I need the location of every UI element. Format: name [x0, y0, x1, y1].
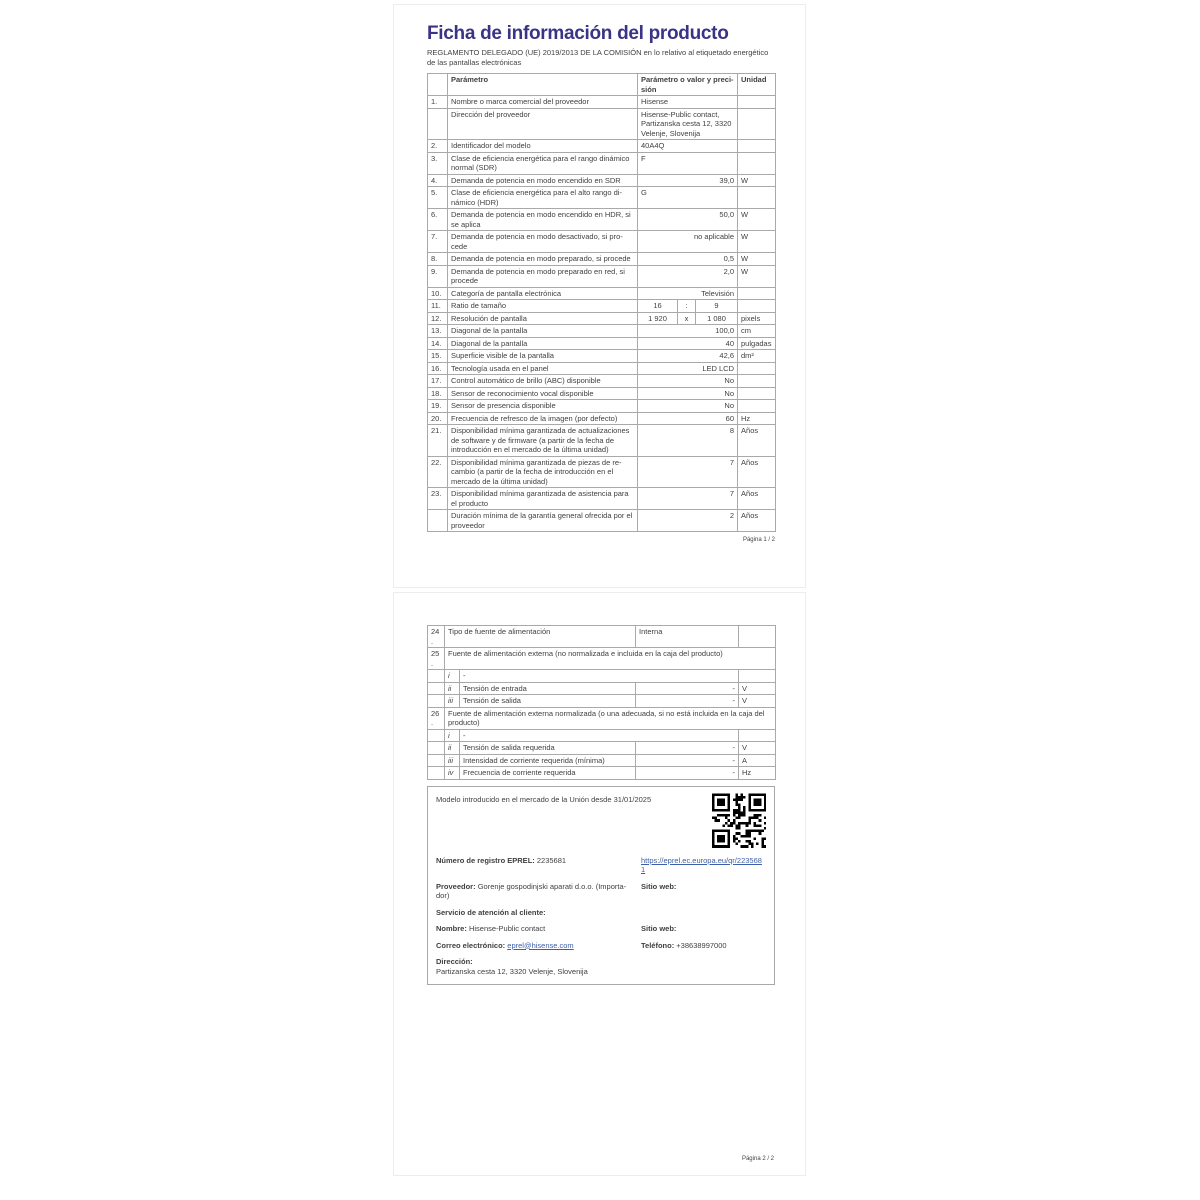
table-row — [428, 337, 776, 350]
cell-unit — [738, 287, 776, 300]
cell-parameter: Frecuencia de refresco de la imagen (por defecto) — [448, 412, 638, 425]
cell-value: No — [638, 387, 738, 400]
header-value: Parámetro o valor y precisión — [638, 74, 738, 96]
address-value: Partizanska cesta 12, 3320 Velenje, Slovenija — [436, 966, 588, 976]
cell-number: 24. — [428, 626, 445, 648]
table-row — [428, 400, 776, 413]
cell-unit — [738, 362, 776, 375]
supplier-row — [436, 882, 766, 901]
cell-parameter: Ratio de tamaño — [448, 300, 638, 313]
cell-value: 7 — [638, 488, 738, 510]
regulation-subtitle: REGLAMENTO DELEGADO (UE) 2019/2013 DE LA COMISIÓN en lo relativo al etiquetado energético de las pantallas electrónicas — [427, 48, 769, 67]
customer-service-heading: Servicio de atención al cliente: — [436, 907, 546, 917]
eprel-number: Número de registro EPREL: 2235681 — [436, 855, 567, 865]
table-row — [428, 682, 776, 695]
cell-unit: Hz — [739, 767, 776, 780]
cell-unit: A — [739, 754, 776, 767]
page-title: Ficha de información del producto — [427, 23, 729, 44]
table-row — [428, 754, 776, 767]
cell-roman: iii — [445, 754, 460, 767]
cell-value: F — [638, 152, 738, 174]
cell-parameter: Diagonal de la pantalla — [448, 325, 638, 338]
cell-number: 20. — [428, 412, 448, 425]
table-row — [428, 287, 776, 300]
cell-value: 39,0 — [638, 174, 738, 187]
table-row — [428, 187, 776, 209]
cell-value-b: 9 — [696, 300, 738, 313]
email-link[interactable]: eprel@hisense.com — [507, 940, 574, 950]
cell-unit: cm — [738, 325, 776, 338]
cell-parameter: Tensión de salida requerida — [460, 742, 636, 755]
contact-name-row — [436, 924, 766, 934]
product-parameters-table-page2 — [427, 625, 776, 780]
table-row — [428, 140, 776, 153]
cell-value: 2 — [638, 510, 738, 532]
cell-unit: W — [738, 174, 776, 187]
cell-value: Hisense — [638, 96, 738, 109]
table-row — [428, 362, 776, 375]
cell-number: 9. — [428, 265, 448, 287]
table-row — [428, 253, 776, 266]
cell-value: no aplicable — [638, 231, 738, 253]
cell-unit: Años — [738, 456, 776, 488]
cell-value-sep: : — [678, 300, 696, 313]
eprel-registration-row — [436, 856, 766, 875]
cell-parameter-span: Fuente de alimentación externa normalizada (o una adecuada, si no está incluida en la caja del producto) — [445, 707, 776, 729]
table-row — [428, 108, 776, 140]
table-row — [428, 648, 776, 670]
cell-roman: iv — [445, 767, 460, 780]
table-header-row — [428, 74, 776, 96]
table-row — [428, 375, 776, 388]
eprel-info-box — [427, 786, 775, 986]
cell-roman: iii — [445, 695, 460, 708]
table-row — [428, 96, 776, 109]
cell-roman: i — [445, 729, 460, 742]
contact-email: Correo electrónico: eprel@hisense.com — [436, 940, 574, 950]
table-row — [428, 626, 776, 648]
cell-number: 7. — [428, 231, 448, 253]
table-row — [428, 300, 776, 313]
cell-value: LED LCD — [638, 362, 738, 375]
cell-number: 17. — [428, 375, 448, 388]
cell-value-a: 16 — [638, 300, 678, 313]
cell-unit — [738, 140, 776, 153]
cell-value: 8 — [638, 425, 738, 457]
cell-number: 3. — [428, 152, 448, 174]
cell-number: 18. — [428, 387, 448, 400]
cell-value: 60 — [638, 412, 738, 425]
cell-number: 12. — [428, 312, 448, 325]
table-row — [428, 767, 776, 780]
cell-parameter: Frecuencia de corriente requerida — [460, 767, 636, 780]
cell-parameter: Identificador del modelo — [448, 140, 638, 153]
contact-email-row — [436, 941, 766, 951]
cell-value: 40 — [638, 337, 738, 350]
contact-website-label: Sitio web: — [641, 924, 677, 933]
table-row — [428, 325, 776, 338]
cell-value: 50,0 — [638, 209, 738, 231]
cell-parameter-span: Fuente de alimentación externa (no normalizada e incluida en la caja del producto) — [445, 648, 776, 670]
cell-number: 22. — [428, 456, 448, 488]
cell-parameter: Duración mínima de la garantía general ofrecida por el proveedor — [448, 510, 638, 532]
cell-number: 5. — [428, 187, 448, 209]
table-row — [428, 456, 776, 488]
market-entry-text: Modelo introducido en el mercado de la Unión desde 31/01/2025 — [436, 794, 652, 804]
cell-unit: Años — [738, 488, 776, 510]
cell-unit — [738, 108, 776, 140]
cell-number: 13. — [428, 325, 448, 338]
table-row — [428, 742, 776, 755]
cell-parameter: Categoría de pantalla electrónica — [448, 287, 638, 300]
cell-unit: W — [738, 209, 776, 231]
page-2-footer: Página 2 / 2 — [741, 1156, 774, 1162]
cell-parameter: Tensión de salida — [460, 695, 636, 708]
cell-unit — [738, 187, 776, 209]
cell-roman: i — [445, 670, 460, 683]
cell-unit: Años — [738, 425, 776, 457]
header-unit: Unidad — [738, 74, 776, 96]
cell-value: 2,0 — [638, 265, 738, 287]
cell-number: 23. — [428, 488, 448, 510]
cell-parameter: Disponibilidad mínima garantizada de piezas de recambio (a partir de la fecha de introducción en el mercado de la última unidad) — [448, 456, 638, 488]
table-row — [428, 152, 776, 174]
table-row — [428, 729, 776, 742]
eprel-link[interactable]: https://eprel.ec.europa.eu/qr/2235681 — [641, 855, 762, 874]
cell-value: - — [636, 695, 739, 708]
table-row — [428, 695, 776, 708]
cell-unit: W — [738, 231, 776, 253]
address-block — [436, 957, 766, 976]
cell-value: Interna — [636, 626, 739, 648]
cell-parameter: Clase de eficiencia energética para el alto rango dinámico (HDR) — [448, 187, 638, 209]
qr-code — [712, 793, 767, 848]
cell-parameter: Demanda de potencia en modo encendido en HDR, si se aplica — [448, 209, 638, 231]
cell-value: 42,6 — [638, 350, 738, 363]
table-row — [428, 350, 776, 363]
table-row — [428, 412, 776, 425]
header-number — [428, 74, 448, 96]
table-row — [428, 510, 776, 532]
cell-unit — [738, 400, 776, 413]
table-row — [428, 174, 776, 187]
cell-unit — [738, 152, 776, 174]
cell-number — [428, 729, 445, 742]
cell-unit: V — [739, 695, 776, 708]
cell-value: 100,0 — [638, 325, 738, 338]
table-row — [428, 670, 776, 683]
header-parameter: Parámetro — [448, 74, 638, 96]
eprel-link-wrap — [641, 856, 766, 875]
cell-number: 15. — [428, 350, 448, 363]
cell-value-b: 1 080 — [696, 312, 738, 325]
cell-unit: W — [738, 253, 776, 266]
cell-number: 11. — [428, 300, 448, 313]
cell-parameter: Demanda de potencia en modo desactivado, si procede — [448, 231, 638, 253]
cell-value: 40A4Q — [638, 140, 738, 153]
cell-number: 21. — [428, 425, 448, 457]
cell-value: Televisión — [638, 287, 738, 300]
contact-name: Nombre: Hisense-Public contact — [436, 924, 546, 933]
cell-parameter: Tipo de fuente de alimentación — [445, 626, 636, 648]
cell-value: - — [460, 729, 739, 742]
table-row — [428, 312, 776, 325]
cell-unit — [738, 96, 776, 109]
cell-number — [428, 510, 448, 532]
cell-parameter: Tecnología usada en el panel — [448, 362, 638, 375]
cell-parameter: Disponibilidad mínima garantizada de asistencia para el producto — [448, 488, 638, 510]
cell-unit: Hz — [738, 412, 776, 425]
cell-number — [428, 742, 445, 755]
cell-parameter: Dirección del proveedor — [448, 108, 638, 140]
cell-parameter: Sensor de reconocimiento vocal disponible — [448, 387, 638, 400]
cell-value: 0,5 — [638, 253, 738, 266]
cell-unit: Años — [738, 510, 776, 532]
cell-unit: pixels — [738, 312, 776, 325]
cell-unit — [738, 387, 776, 400]
cell-value-sep: x — [678, 312, 696, 325]
cell-parameter: Sensor de presencia disponible — [448, 400, 638, 413]
cell-parameter: Superficie visible de la pantalla — [448, 350, 638, 363]
cell-value: - — [636, 682, 739, 695]
cell-unit — [738, 300, 776, 313]
cell-unit — [739, 670, 776, 683]
cell-value: - — [636, 767, 739, 780]
cell-parameter: Intensidad de corriente requerida (mínima) — [460, 754, 636, 767]
cell-parameter: Control automático de brillo (ABC) disponible — [448, 375, 638, 388]
cell-parameter: Demanda de potencia en modo preparado en red, si procede — [448, 265, 638, 287]
cell-value: Hisense-Public contact, Partizanska cesta 12, 3320 Velenje, Slovenija — [638, 108, 738, 140]
cell-number: 4. — [428, 174, 448, 187]
cell-value-a: 1 920 — [638, 312, 678, 325]
cell-number — [428, 108, 448, 140]
cell-parameter: Demanda de potencia en modo encendido en SDR — [448, 174, 638, 187]
cell-number — [428, 670, 445, 683]
cell-unit: V — [739, 742, 776, 755]
table-row — [428, 265, 776, 287]
page-2 — [393, 592, 806, 1176]
cell-number: 14. — [428, 337, 448, 350]
cell-number: 10. — [428, 287, 448, 300]
cell-value: No — [638, 400, 738, 413]
cell-number: 16. — [428, 362, 448, 375]
supplier-website-label: Sitio web: — [641, 881, 677, 891]
cell-number: 26. — [428, 707, 445, 729]
cell-number — [428, 695, 445, 708]
cell-unit: dm² — [738, 350, 776, 363]
table-row — [428, 387, 776, 400]
page-1-footer: Página 1 / 2 — [742, 537, 775, 543]
cell-number: 2. — [428, 140, 448, 153]
cell-number: 25. — [428, 648, 445, 670]
cell-roman: ii — [445, 682, 460, 695]
table-row — [428, 488, 776, 510]
cell-parameter: Clase de eficiencia energética para el rango dinámico normal (SDR) — [448, 152, 638, 174]
cell-value: No — [638, 375, 738, 388]
market-entry-row — [436, 793, 766, 848]
table-row — [428, 231, 776, 253]
cell-number — [428, 682, 445, 695]
cell-roman: ii — [445, 742, 460, 755]
cell-parameter: Demanda de potencia en modo preparado, si procede — [448, 253, 638, 266]
cell-value: - — [636, 754, 739, 767]
table-row — [428, 425, 776, 457]
cell-unit: V — [739, 682, 776, 695]
cell-parameter: Nombre o marca comercial del proveedor — [448, 96, 638, 109]
cell-number — [428, 767, 445, 780]
cell-value: - — [636, 742, 739, 755]
cell-unit — [738, 375, 776, 388]
cell-parameter: Diagonal de la pantalla — [448, 337, 638, 350]
cell-unit — [739, 626, 776, 648]
cell-value: G — [638, 187, 738, 209]
cell-unit: W — [738, 265, 776, 287]
cell-unit — [739, 729, 776, 742]
cell-number: 8. — [428, 253, 448, 266]
supplier-name: Proveedor: Gorenje gospodinjski aparati d.o.o. (Importador) — [436, 881, 627, 900]
cell-parameter: Disponibilidad mínima garantizada de actualizaciones de software y de firmware (a partir de la fecha de introducción en el mercado de la última unidad) — [448, 425, 638, 457]
cell-number: 6. — [428, 209, 448, 231]
cell-parameter: Resolución de pantalla — [448, 312, 638, 325]
table-row — [428, 707, 776, 729]
cell-unit: pulgadas — [738, 337, 776, 350]
cell-parameter: Tensión de entrada — [460, 682, 636, 695]
address-label: Dirección: — [436, 957, 473, 966]
contact-phone: Teléfono: +38638997000 — [641, 940, 727, 950]
cell-value: 7 — [638, 456, 738, 488]
cell-number: 19. — [428, 400, 448, 413]
table-row — [428, 209, 776, 231]
cell-number — [428, 754, 445, 767]
page-1 — [393, 4, 806, 588]
cell-number: 1. — [428, 96, 448, 109]
product-parameters-table-page1 — [427, 73, 776, 532]
cell-value: - — [460, 670, 739, 683]
